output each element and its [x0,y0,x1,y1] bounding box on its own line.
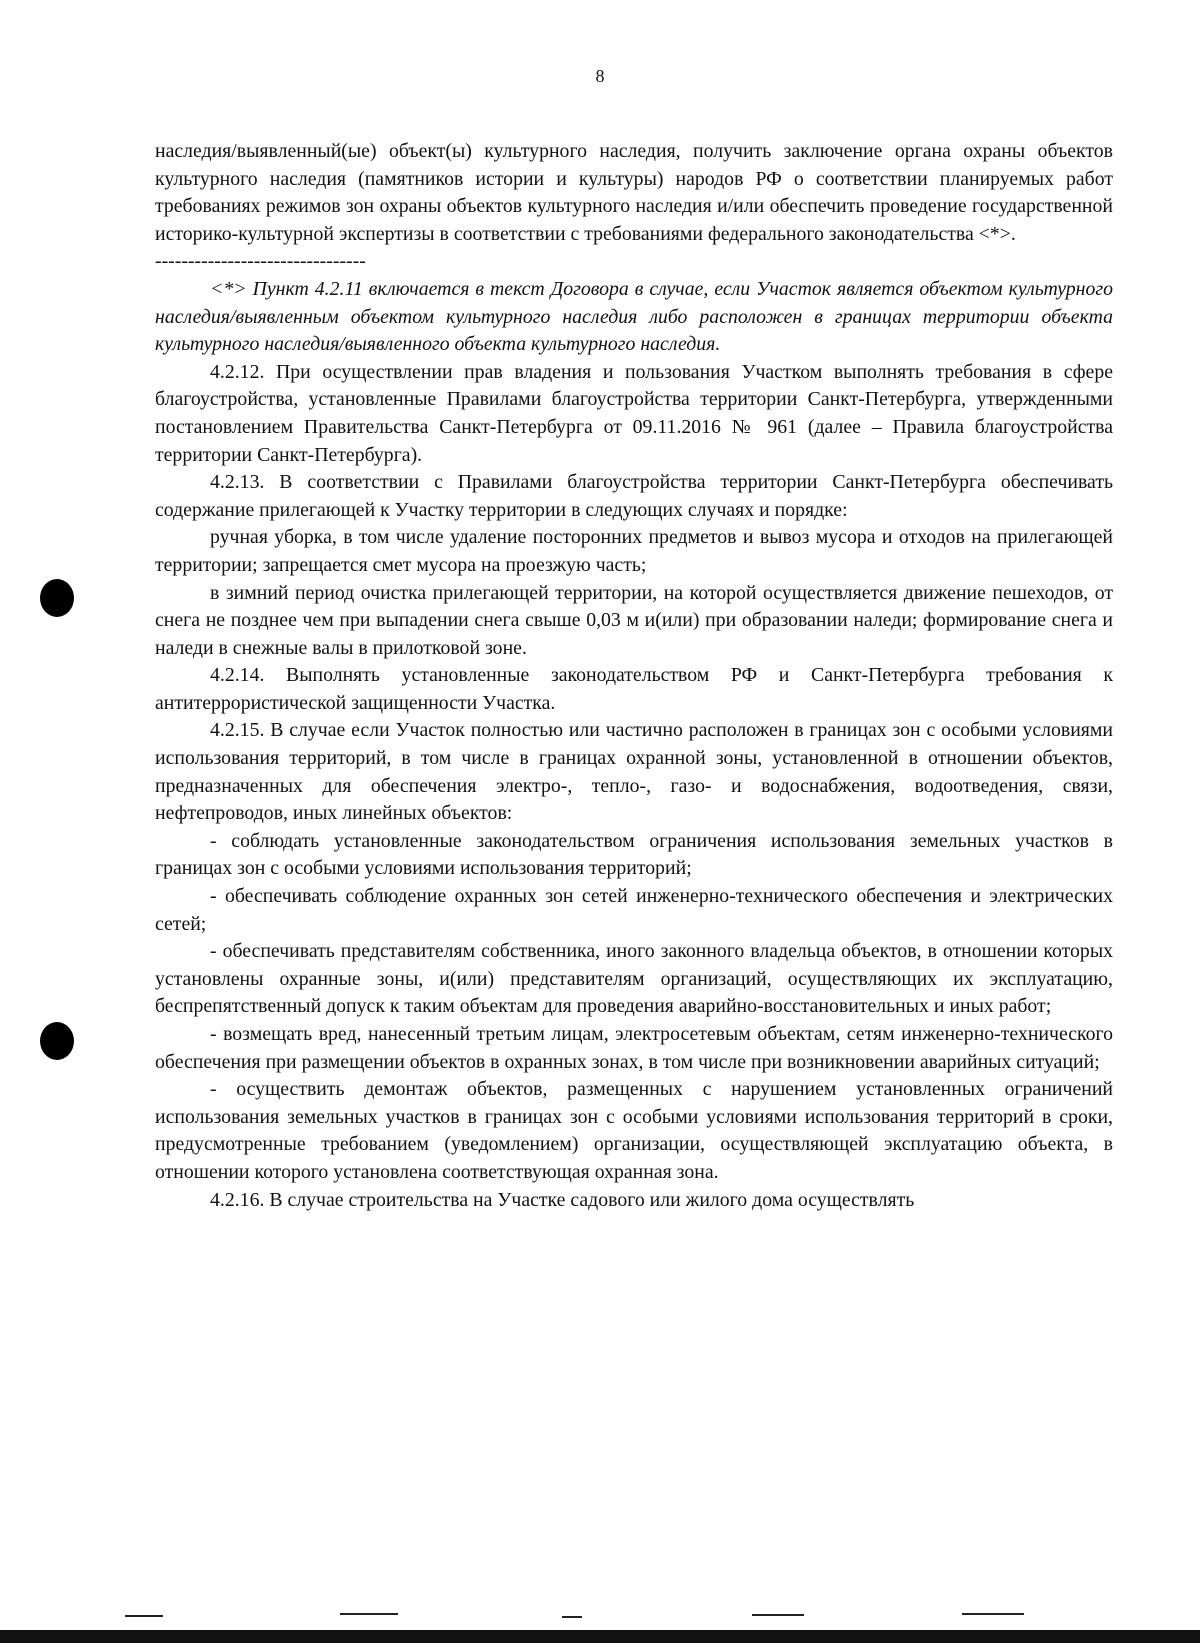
scan-mark [125,1615,163,1617]
punch-hole-mark [40,579,74,617]
scan-mark [752,1614,804,1616]
clause-4-2-12: 4.2.12. При осуществлении прав владения и пользования Участком выполнять требования в сфере благоустройства, установленные Правилами благоустройства территории Санкт-Петербурга, утвержденными постановлением Правительства Санкт-Петербурга от 09.11.2016 № 961 (далее – Правила благоустройства территории Санкт-Петербурга). [155,360,1113,466]
paragraph-continuation: наследия/выявленный(ые) объект(ы) культурного наследия, получить заключение органа охраны объектов культурного наследия (памятников истории и культуры) народов РФ о соответствии планируемых работ требованиях режимов зон охраны объектов культурного наследия и/или обеспечить проведение государственной историко-культурной экспертизы в соответствии с требованиями федерального законодательства <*>. [155,140,1113,245]
clause-4-2-13-item-2: в зимний период очистка прилегающей территории, на которой осуществляется движение пешеходов, от снега не позднее чем при выпадении снега свыше 0,03 м и(или) при образовании наледи; формирование снега и наледи в снежные валы в прилотковой зоне. [155,581,1113,659]
clause-4-2-13-item-1: ручная уборка, в том числе удаление посторонних предметов и вывоз мусора и отходов на прилегающей территории; запрещается смет мусора на проезжую часть; [155,526,1113,576]
clause-4-2-15-item-1: - соблюдать установленные законодательством ограничения использования земельных участков в границах зон с особыми условиями использования территорий; [155,829,1113,880]
scan-mark [562,1616,582,1618]
document-body [155,138,1113,1214]
clause-4-2-13: 4.2.13. В соответствии с Правилами благоустройства территории Санкт-Петербурга обеспечивать содержание прилегающей к Участку территории в следующих случаях и порядке: [155,471,1113,521]
scan-mark [962,1613,1024,1615]
clause-4-2-15-item-3: - обеспечивать представителям собственника, иного законного владельца объектов, в отношении которых установлены охранные зоны, и(или) представителям организаций, осуществляющих их эксплуатацию, беспрепятственный допуск к таким объектам для проведения аварийно-восстановительных и иных работ; [155,940,1113,1018]
scan-bottom-edge [0,1630,1200,1643]
clause-4-2-16: 4.2.16. В случае строительства на Участке садового или жилого дома осуществлять [210,1188,915,1211]
clause-4-2-14: 4.2.14. Выполнять установленные законодательством РФ и Санкт-Петербурга требования к антитеррористической защищенности Участка. [155,664,1113,714]
page-number: 8 [595,66,605,86]
clause-4-2-15-item-2: - обеспечивать соблюдение охранных зон сетей инженерно-технического обеспечения и электрических сетей; [155,885,1113,935]
clause-4-2-15: 4.2.15. В случае если Участок полностью или частично расположен в границах зон с особыми условиями использования территорий, в том числе в границах охранной зоны, установленной в отношении объектов, предназначенных для обеспечения электро-, тепло-, газо- и водоснабжения, водоотведения, связи, нефтепроводов, иных линейных объектов: [155,719,1113,825]
punch-hole-mark [40,1022,74,1060]
footnote-separator: -------------------------------- [155,250,366,273]
clause-4-2-15-item-5: - осуществить демонтаж объектов, размещенных с нарушением установленных ограничений использования земельных участков в границах зон с особыми условиями использования территорий в сроки, предусмотренные требованием (уведомлением) организации, осуществляющей эксплуатацию объекта, в отношении которого установлена соответствующая охранная зона. [155,1078,1113,1183]
footnote-text: <*> Пункт 4.2.11 включается в текст Договора в случае, если Участок является объектом культурного наследия/выявленным объектом культурного наследия либо расположен в границах территории объекта культурного наследия/выявленного объекта культурного наследия. [155,277,1113,356]
scan-mark [340,1613,398,1615]
clause-4-2-15-item-4: - возмещать вред, нанесенный третьим лицам, электросетевым объектам, сетям инженерно-технического обеспечения при размещении объектов в охранных зонах, в том числе при возникновении аварийных ситуаций; [155,1023,1113,1073]
scan-edge-marks [0,1607,1200,1627]
